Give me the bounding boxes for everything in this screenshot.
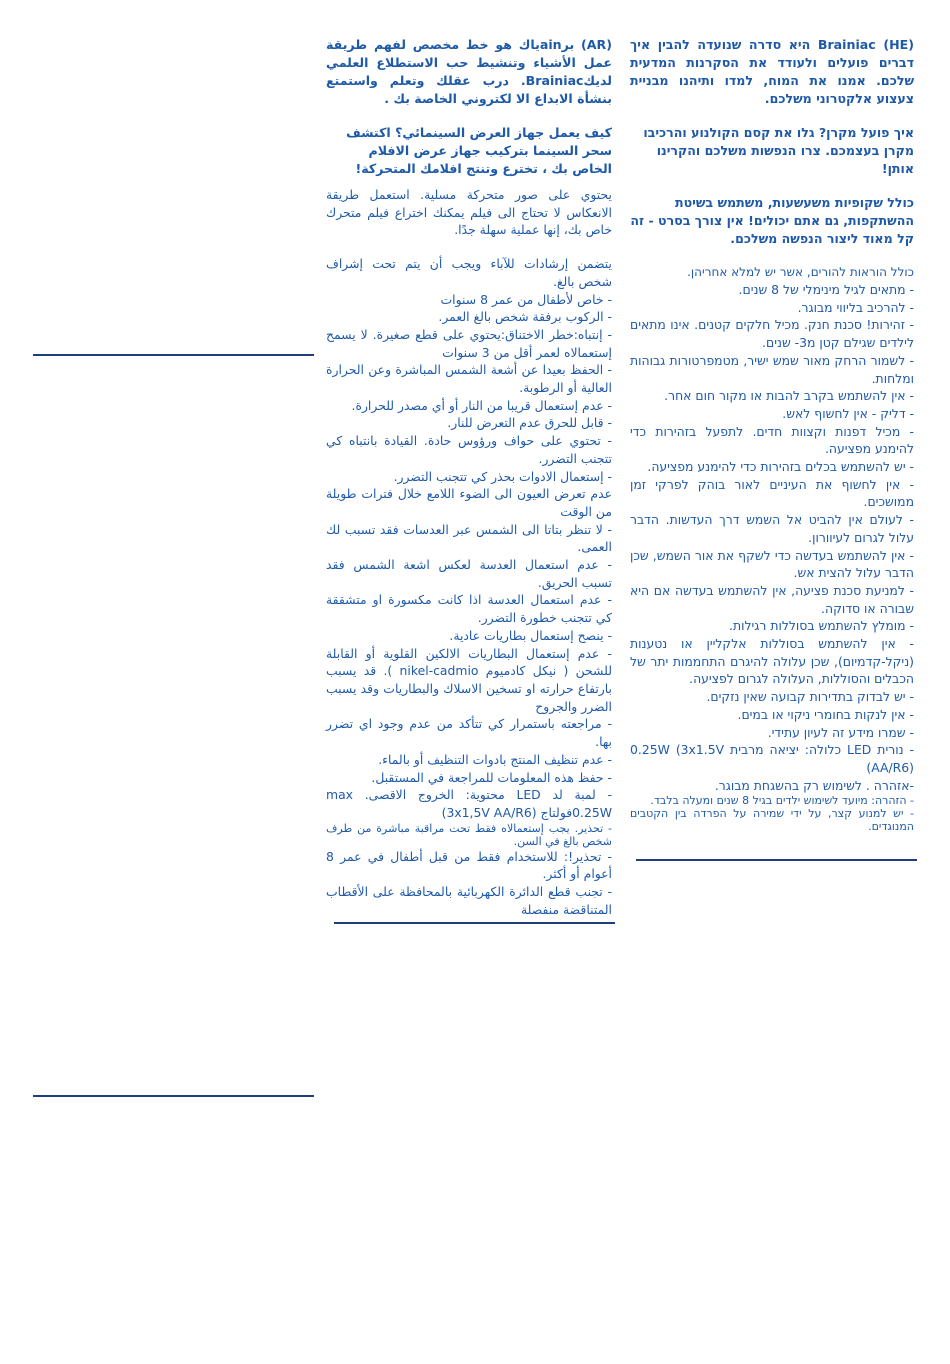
hebrew-section-divider	[636, 859, 917, 861]
arabic-warning-list	[326, 291, 612, 919]
list-item: - נורית LED כלולה: יציאה מרבית 0.25W (3x1.5V AA/R6))	[630, 742, 915, 775]
list-item: - זהירות! סכנת חנק. מכיל חלקים קטנים. אינו מתאים לילדים שגילם קטן מ3- שנים.	[630, 317, 914, 351]
list-item: - לעולם אין להביט אל השמש דרך העדשות. הדבר עלול לגרום לעיוורון.	[630, 512, 914, 545]
list-item: - אין לחשוף את העיניים לאור בוהק לפרקי זמן ממושכים.	[630, 476, 914, 510]
list-item: - מתאים לגיל מינימלי של 8 שנים.	[738, 282, 914, 297]
list-item: - عدم استعمال العدسة اذا كانت مكسورة او متشققة كي تتجنب خطورة التضرر.	[326, 592, 612, 626]
list-item: - الحفظ بعيدا عن أشعة الشمس المباشرة وعن الحرارة العالية أو الرطوبة.	[326, 362, 612, 396]
list-item: - الركوب برفقة شخص بالغ العمر.	[438, 309, 612, 325]
list-item: - יש למנוע קצר, על ידי שמירה על הפרדה בין הקטבים המנוגדים.	[630, 807, 914, 834]
list-item: - خاص لأطفال من عمر 8 سنوات	[440, 291, 612, 307]
list-item: - إستعمال الادوات بحذر كي تتجنب التضرر.	[393, 468, 612, 484]
list-item: - حفظ هذه المعلومات للمراجعة في المستقبل.	[371, 769, 612, 785]
arabic-column	[326, 36, 612, 918]
list-item: - ينصح إستعمال بطاريات عادية.	[449, 627, 612, 643]
arabic-question-1: كيف يعمل جهاز العرض السينمائي؟ اكتشف سحر السينما بتركيب جهاز عرض الافلام الخاص بك ، تخترع وتنتج افلامك المتحركة!	[346, 125, 612, 176]
list-item: - הזהרה: מיועד לשימוש ילדים בגיל 8 שנים ומעלה בלבד.	[650, 794, 914, 808]
list-item: - אין להשתמש בקרב להבות או מקור חום אחר.	[664, 388, 914, 404]
list-item: - لمبة لد LED محتوية: الخروج الاقصى. max 0.25Wفولتاج (3x1,5V AA/R6)	[326, 787, 612, 820]
list-item: - تحتوي على حواف ورؤوس حادة. القيادة بانتباه كي تتجنب التضرر.	[326, 433, 612, 466]
list-item: -אזהרה . לשימוש רק בהשגחת מבוגר.	[714, 777, 914, 793]
hebrew-question-2: כולל שקופיות משעשעות, משתמש בשיטת ההשתקפות, גם אתם יכולים! אין צורך בסרט - זה קל מאוד ליצור הנפשה משלכם.	[630, 195, 914, 246]
list-item: - مراجعته باستمرار كي تتأكد من عدم وجود اي تضرر بها.	[326, 716, 612, 750]
list-item: - יש להשתמש בכלים בזהירות כדי להימנע מפציעה.	[647, 459, 914, 475]
list-item: - דליק - אין לחשוף לאש.	[782, 405, 914, 421]
list-item: - إنتباه:خطر الاختناق:يحتوي على قطع صغيرة. لا يسمح إستعمالاه لعمر أقل من 3 سنوات	[326, 326, 612, 360]
list-item: - عدم تنظيف المنتج بادوات التنظيف أو بالماء.	[378, 751, 612, 767]
arabic-guidance: يتضمن إرشادات للآباء ويجب أن يتم تحت إشراف شخص بالغ.	[326, 256, 612, 289]
list-item: عدم تعرض العيون الى الضوء اللامع خلال فترات طويلة من الوقت	[326, 486, 612, 519]
list-item: - מכיל דפנות וקצוות חדים. לתפעל בזהירות כדי להימנע מפציעה.	[630, 423, 914, 457]
list-item: - אין להשתמש בסוללות אלקליין או נטענות (ניקל-קדמיום), שכן עלולה להיגרם התחממות יתר של הכבלים והסוללות, העלולה לגרום לפציעה.	[630, 636, 914, 687]
list-item: - לשמור הרחק מאור שמש ישיר, מטמפרטורות גבוהות ומלחות.	[630, 352, 914, 386]
hebrew-question-1: איך פועל מקרן? גלו את קסם הקולנוע והרכיבו מקרן בעצמכם. צרו הנפשות משלכם והקרינו אותן!	[643, 125, 914, 176]
hebrew-intro: (HE) Brainiac היא סדרה שנועדה להבין איך דברים פועלים ולעודד את הסקרנות המדעית שלכם. אמנו את המוח, למדו ותיהנו מבניית צעצוע אלקטרוני משלכם.	[630, 37, 915, 106]
list-item: - تجنب قطع الدائرة الكهربائية بالمحافظة على الأقطاب المتناقضة منفصلة	[326, 884, 612, 917]
list-item: - عدم إستعمال قريبا من النار أو أي مصدر للحرارة.	[351, 397, 612, 413]
hebrew-warning-list	[630, 281, 914, 833]
list-item: - למניעת סכנת פציעה, אין להשתמש בעדשה אם היא שבורה או סדוקה.	[630, 582, 914, 616]
list-item: - אין להשתמש בעדשה כדי לשקף את אור השמש, שכן הדבר עלול להצית אש.	[630, 547, 914, 581]
left-column-divider-bottom	[33, 1095, 314, 1097]
arabic-section-divider	[334, 922, 615, 924]
list-item: - لا تنظر بتاتا الى الشمس عبر العدسات فقد تسبب لك العمى.	[326, 521, 612, 555]
list-item: - אין לנקות בחומרי ניקוי או במים.	[737, 706, 914, 722]
list-item: - שמרו מידע זה לעיון עתידי.	[767, 724, 914, 740]
list-item: - تحذير. يجب إستعمالاه فقط تحت مراقبة مباشرة من طرف شخص بالغ في السن.	[326, 821, 612, 848]
list-item: - מומלץ להשתמש בסוללות רגילות.	[729, 618, 914, 634]
list-item: - عدم إستعمال البطاريات الالكين القلوية أو القابلة للشحن ( نيكل كادميوم nikel-cadmio ). قد يسبب بارتفاع حرارته او تسخين الاسلاك والبطاريات وقد يسبب الضرر والجروح	[326, 645, 612, 714]
list-item: - عدم استعمال العدسة لعكس اشعة الشمس فقد تسبب الحريق.	[326, 557, 612, 590]
left-column-divider-top	[33, 354, 314, 356]
list-item: - להרכיב בליווי מבוגר.	[797, 299, 914, 315]
arabic-description: يحتوي على صور متحركة مسلية. استعمل طريقة الانعكاس لا تحتاج الى فيلم يمكنك اختراع فيلم متحرك خاص بك، إنها عملية سهلة جدًا.	[326, 187, 612, 238]
arabic-intro: (AR) برainياك هو خط مخصص لفهم طريقة عمل الأشياء وتنشيط حب الاستطلاع العلمي لديكBrainiac. درب عقلك وتعلم واستمتع بنشأة الابداع الا لكتروني الخاصة بك .	[326, 37, 612, 106]
list-item: - قابل للحرق عدم التعرض للنار.	[447, 415, 612, 431]
hebrew-column	[630, 36, 914, 833]
list-item: - יש לבדוק בתדירות קבועה שאין נזקים.	[706, 689, 914, 705]
hebrew-guidance: כולל הוראות להורים, אשר יש למלא אחריהן.	[687, 265, 914, 279]
list-item: - تحذير!: للاستخدام فقط من قبل أطفال في عمر 8 أعوام أو أكثر.	[326, 848, 612, 882]
